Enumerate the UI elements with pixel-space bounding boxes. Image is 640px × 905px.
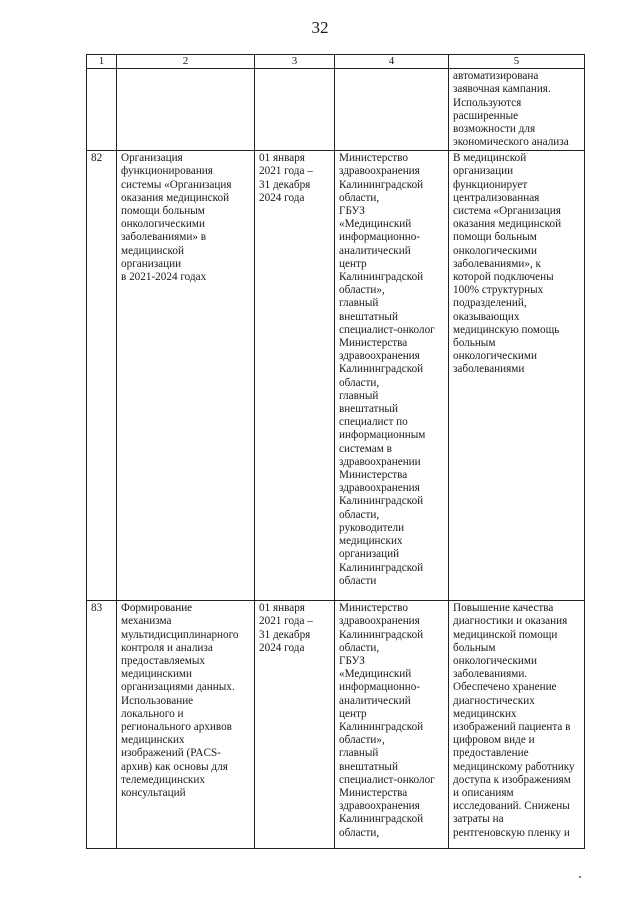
row-number [87, 69, 117, 151]
measure-responsible: Министерство здравоохранения Калининградской области, ГБУЗ «Медицинский информационно- аналитический центр Калининградской области», главный внештатный специалист-онколог Министерства здравоохранения Калининградской области, [335, 601, 449, 849]
column-header-1: 1 [87, 55, 117, 69]
page-number: 32 [311, 18, 329, 37]
table-row [87, 601, 585, 849]
header-row [87, 55, 585, 69]
measure-period: 01 января 2021 года – 31 декабря 2024 года [255, 601, 335, 849]
column-header-5: 5 [449, 55, 585, 69]
row-number: 83 [87, 601, 117, 849]
measure-responsible: Министерство здравоохранения Калининградской области, ГБУЗ «Медицинский информационно- аналитический центр Калининградской области», главный внештатный специалист-онколог Министерства здравоохранения Калининградской области, главный внештатный специалист по информационным системам в здравоохранении Министерства здравоохранения Калининградской области, руководители медицинских организаций Калининградской области [335, 151, 449, 601]
column-header-2: 2 [117, 55, 255, 69]
table-row [87, 69, 585, 151]
column-header-3: 3 [255, 55, 335, 69]
measures-table [86, 54, 585, 849]
measure-period: 01 января 2021 года – 31 декабря 2024 года [255, 151, 335, 601]
measure-result: В медицинской организации функционирует централизованная система «Организация оказания медицинской помощи больным онкологическими заболеваниями», к которой подключены 100% структурных подразделений, оказывающих медицинскую помощь больным онкологическими заболеваниями [449, 151, 585, 601]
row-number: 82 [87, 151, 117, 601]
table-row [87, 151, 585, 601]
measure-result: автоматизирована заявочная кампания. Используются расширенные возможности для экономического анализа [449, 69, 585, 151]
measure-name: Формирование механизма мультидисциплинарного контроля и анализа предоставляемых медицинскими организациями данных. Использование локального и регионального архивов медицинских изображений (PACS- архив) как основы для телемедицинских консультаций [117, 601, 255, 849]
table-header [87, 55, 585, 69]
measure-period [255, 69, 335, 151]
measure-name [117, 69, 255, 151]
measure-responsible [335, 69, 449, 151]
measure-result: Повышение качества диагностики и оказания медицинской помощи больным онкологическими заболеваниями. Обеспечено хранение диагностических медицинских изображений пациента в цифровом виде и предоставление медицинскому работнику доступа к изображениям и описаниям исследований. Снижены затраты на рентгеновскую пленку и [449, 601, 585, 849]
measure-name: Организация функционирования системы «Организация оказания медицинской помощи больным онкологическими заболеваниями» в медицинской организации в 2021-2024 годах [117, 151, 255, 601]
scan-speck [579, 876, 581, 878]
column-header-4: 4 [335, 55, 449, 69]
